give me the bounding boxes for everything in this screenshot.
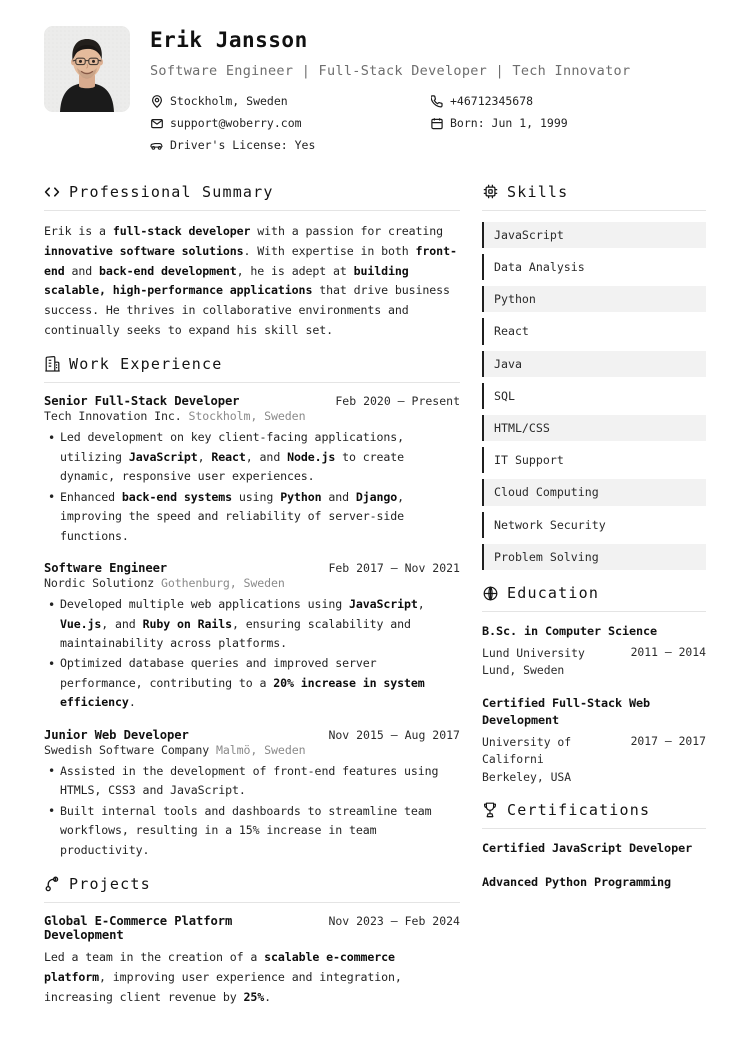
work-job-dates: Feb 2017 — Nov 2021 (328, 561, 460, 576)
section-professional-summary (44, 183, 460, 342)
contact-drivers-license-text: Driver's License: Yes (170, 137, 316, 152)
section-title-text: Professional Summary (69, 182, 274, 201)
resume-body (44, 169, 706, 1012)
section-projects (44, 875, 460, 1007)
skill-item: Data Analysis (482, 254, 706, 280)
education-detail-row (482, 645, 706, 680)
section-title-text: Certifications (507, 800, 651, 819)
car-icon (150, 139, 163, 152)
section-divider (482, 611, 706, 612)
education-entry (482, 695, 706, 786)
section-heading (44, 355, 460, 373)
work-company-name: Swedish Software Company (44, 742, 217, 757)
envelope-icon (150, 117, 163, 130)
contact-phone (430, 92, 706, 111)
project-description: Led a team in the creation of a scalable e-commerce platform, improving user experience and integration, increasing client revenue by 25%. (44, 950, 402, 1004)
section-divider (482, 210, 706, 211)
education-school: Lund University Lund, Sweden (482, 646, 585, 678)
skill-item: Network Security (482, 512, 706, 538)
skill-item: HTML/CSS (482, 415, 706, 441)
work-company-location (44, 409, 460, 423)
work-entry (44, 394, 460, 546)
work-bullet: • Built internal tools and dashboards to streamline team workflows, resulting in a 15% increase in team productivity. (44, 802, 460, 860)
resume-header (44, 26, 706, 155)
work-entry (44, 561, 460, 713)
work-company-name: Tech Innovation Inc. (44, 409, 189, 424)
work-bullet: • Developed multiple web applications using JavaScript, Vue.js, and Ruby on Rails, ensuring scalability and maintainability across platforms. (44, 595, 460, 653)
section-certifications (482, 801, 706, 891)
contact-location (150, 92, 430, 111)
code-brackets-icon (44, 184, 60, 200)
contact-birthdate (430, 114, 706, 133)
project-name: Global E-Commerce Platform Development (44, 914, 233, 943)
work-list (44, 394, 460, 860)
contact-birthdate-text: Born: Jun 1, 1999 (450, 115, 568, 130)
skill-item: IT Support (482, 447, 706, 473)
left-column (44, 169, 482, 1012)
section-title-text: Work Experience (69, 355, 223, 374)
phone-icon (430, 95, 443, 108)
work-job-title: Junior Web Developer (44, 727, 189, 742)
work-entry-header (44, 728, 460, 742)
work-company-name: Nordic Solutionz (44, 576, 161, 591)
skill-item: Cloud Computing (482, 479, 706, 505)
summary-paragraph: Erik is a full-stack developer with a passion for creating innovative software solutions. With expertise in both front-end and back-end development, he is adept at building scalable, high-performance applications that drive business success. He thrives in collaborative environments and continually seeks to expand his skill set. (44, 223, 457, 338)
section-heading (482, 584, 706, 602)
section-heading (482, 183, 706, 201)
profile-photo (44, 26, 130, 112)
contact-drivers-license (150, 136, 430, 155)
skills-list (482, 222, 706, 570)
work-job-title: Software Engineer (44, 561, 168, 576)
work-entry-header (44, 561, 460, 575)
work-job-dates: Nov 2015 — Aug 2017 (328, 727, 460, 742)
projects-list (44, 914, 460, 1007)
section-divider (482, 828, 706, 829)
education-entry (482, 623, 706, 680)
section-title-text: Projects (69, 875, 151, 894)
work-entry (44, 728, 460, 860)
work-entry-header (44, 394, 460, 408)
contact-email (150, 114, 430, 133)
work-location: Gothenburg, Sweden (160, 576, 285, 591)
section-title-text: Education (507, 584, 600, 603)
work-job-dates: Feb 2020 — Present (335, 394, 460, 409)
education-list (482, 623, 706, 786)
project-entry-header (44, 914, 460, 942)
work-bullet: • Enhanced back-end systems using Python and Django, improving the speed and reliability of server-side functions. (44, 488, 460, 546)
project-dates: Nov 2023 — Feb 2024 (328, 914, 460, 929)
building-icon (44, 356, 60, 372)
skill-item: Java (482, 351, 706, 377)
work-bullet-list (44, 428, 460, 546)
skill-item: Problem Solving (482, 544, 706, 570)
cpu-chip-icon (482, 184, 498, 200)
work-company-location (44, 576, 460, 590)
globe-icon (482, 585, 498, 601)
section-education (482, 584, 706, 786)
education-dates: 2011 — 2014 (630, 645, 706, 660)
section-divider (44, 902, 460, 903)
work-location: Stockholm, Sweden (188, 409, 306, 424)
skill-item: React (482, 318, 706, 344)
contact-details (150, 92, 706, 155)
calendar-icon (430, 117, 443, 130)
project-entry (44, 914, 460, 1007)
section-heading (482, 801, 706, 819)
candidate-tagline: Software Engineer | Full-Stack Developer | Tech Innovator (150, 63, 631, 80)
work-bullet: • Assisted in the development of front-end features using HTMLS, CSS3 and JavaScript. (44, 762, 460, 801)
trophy-icon (482, 802, 498, 818)
section-skills (482, 183, 706, 570)
work-company-location (44, 743, 460, 757)
location-pin-icon (150, 95, 163, 108)
contact-location-text: Stockholm, Sweden (170, 93, 288, 108)
section-heading (44, 875, 460, 893)
header-text-block (150, 26, 706, 155)
skill-item: JavaScript (482, 222, 706, 248)
work-job-title: Senior Full-Stack Developer (44, 394, 240, 409)
section-divider (44, 382, 460, 383)
work-location: Malmö, Sweden (216, 742, 306, 757)
work-bullet: • Led development on key client-facing applications, utilizing JavaScript, React, and Node.js to create dynamic, responsive user experiences. (44, 428, 460, 486)
work-bullet-list (44, 762, 460, 860)
skill-item: Python (482, 286, 706, 312)
section-title-text: Skills (507, 182, 569, 201)
candidate-name: Erik Jansson (150, 28, 308, 52)
education-dates: 2017 — 2017 (630, 733, 706, 748)
contact-email-text: support@woberry.com (170, 115, 302, 130)
skill-item: SQL (482, 383, 706, 409)
education-degree: B.Sc. in Computer Science (482, 624, 658, 639)
education-detail-row (482, 734, 706, 786)
certifications-list (482, 840, 706, 891)
right-column (482, 169, 706, 909)
certification-item: Certified JavaScript Developer (482, 840, 693, 855)
section-heading (44, 183, 460, 201)
work-bullet-list (44, 595, 460, 713)
git-branch-icon (44, 876, 60, 892)
education-school: University of Californi Berkeley, USA (482, 734, 572, 784)
work-bullet: • Optimized database queries and improved server performance, contributing to a 20% increase in system efficiency. (44, 654, 460, 712)
education-degree: Certified Full-Stack Web Development (482, 695, 651, 727)
contact-phone-text: +46712345678 (450, 93, 534, 108)
section-divider (44, 210, 460, 211)
certification-item: Advanced Python Programming (482, 875, 672, 890)
section-work-experience (44, 355, 460, 860)
